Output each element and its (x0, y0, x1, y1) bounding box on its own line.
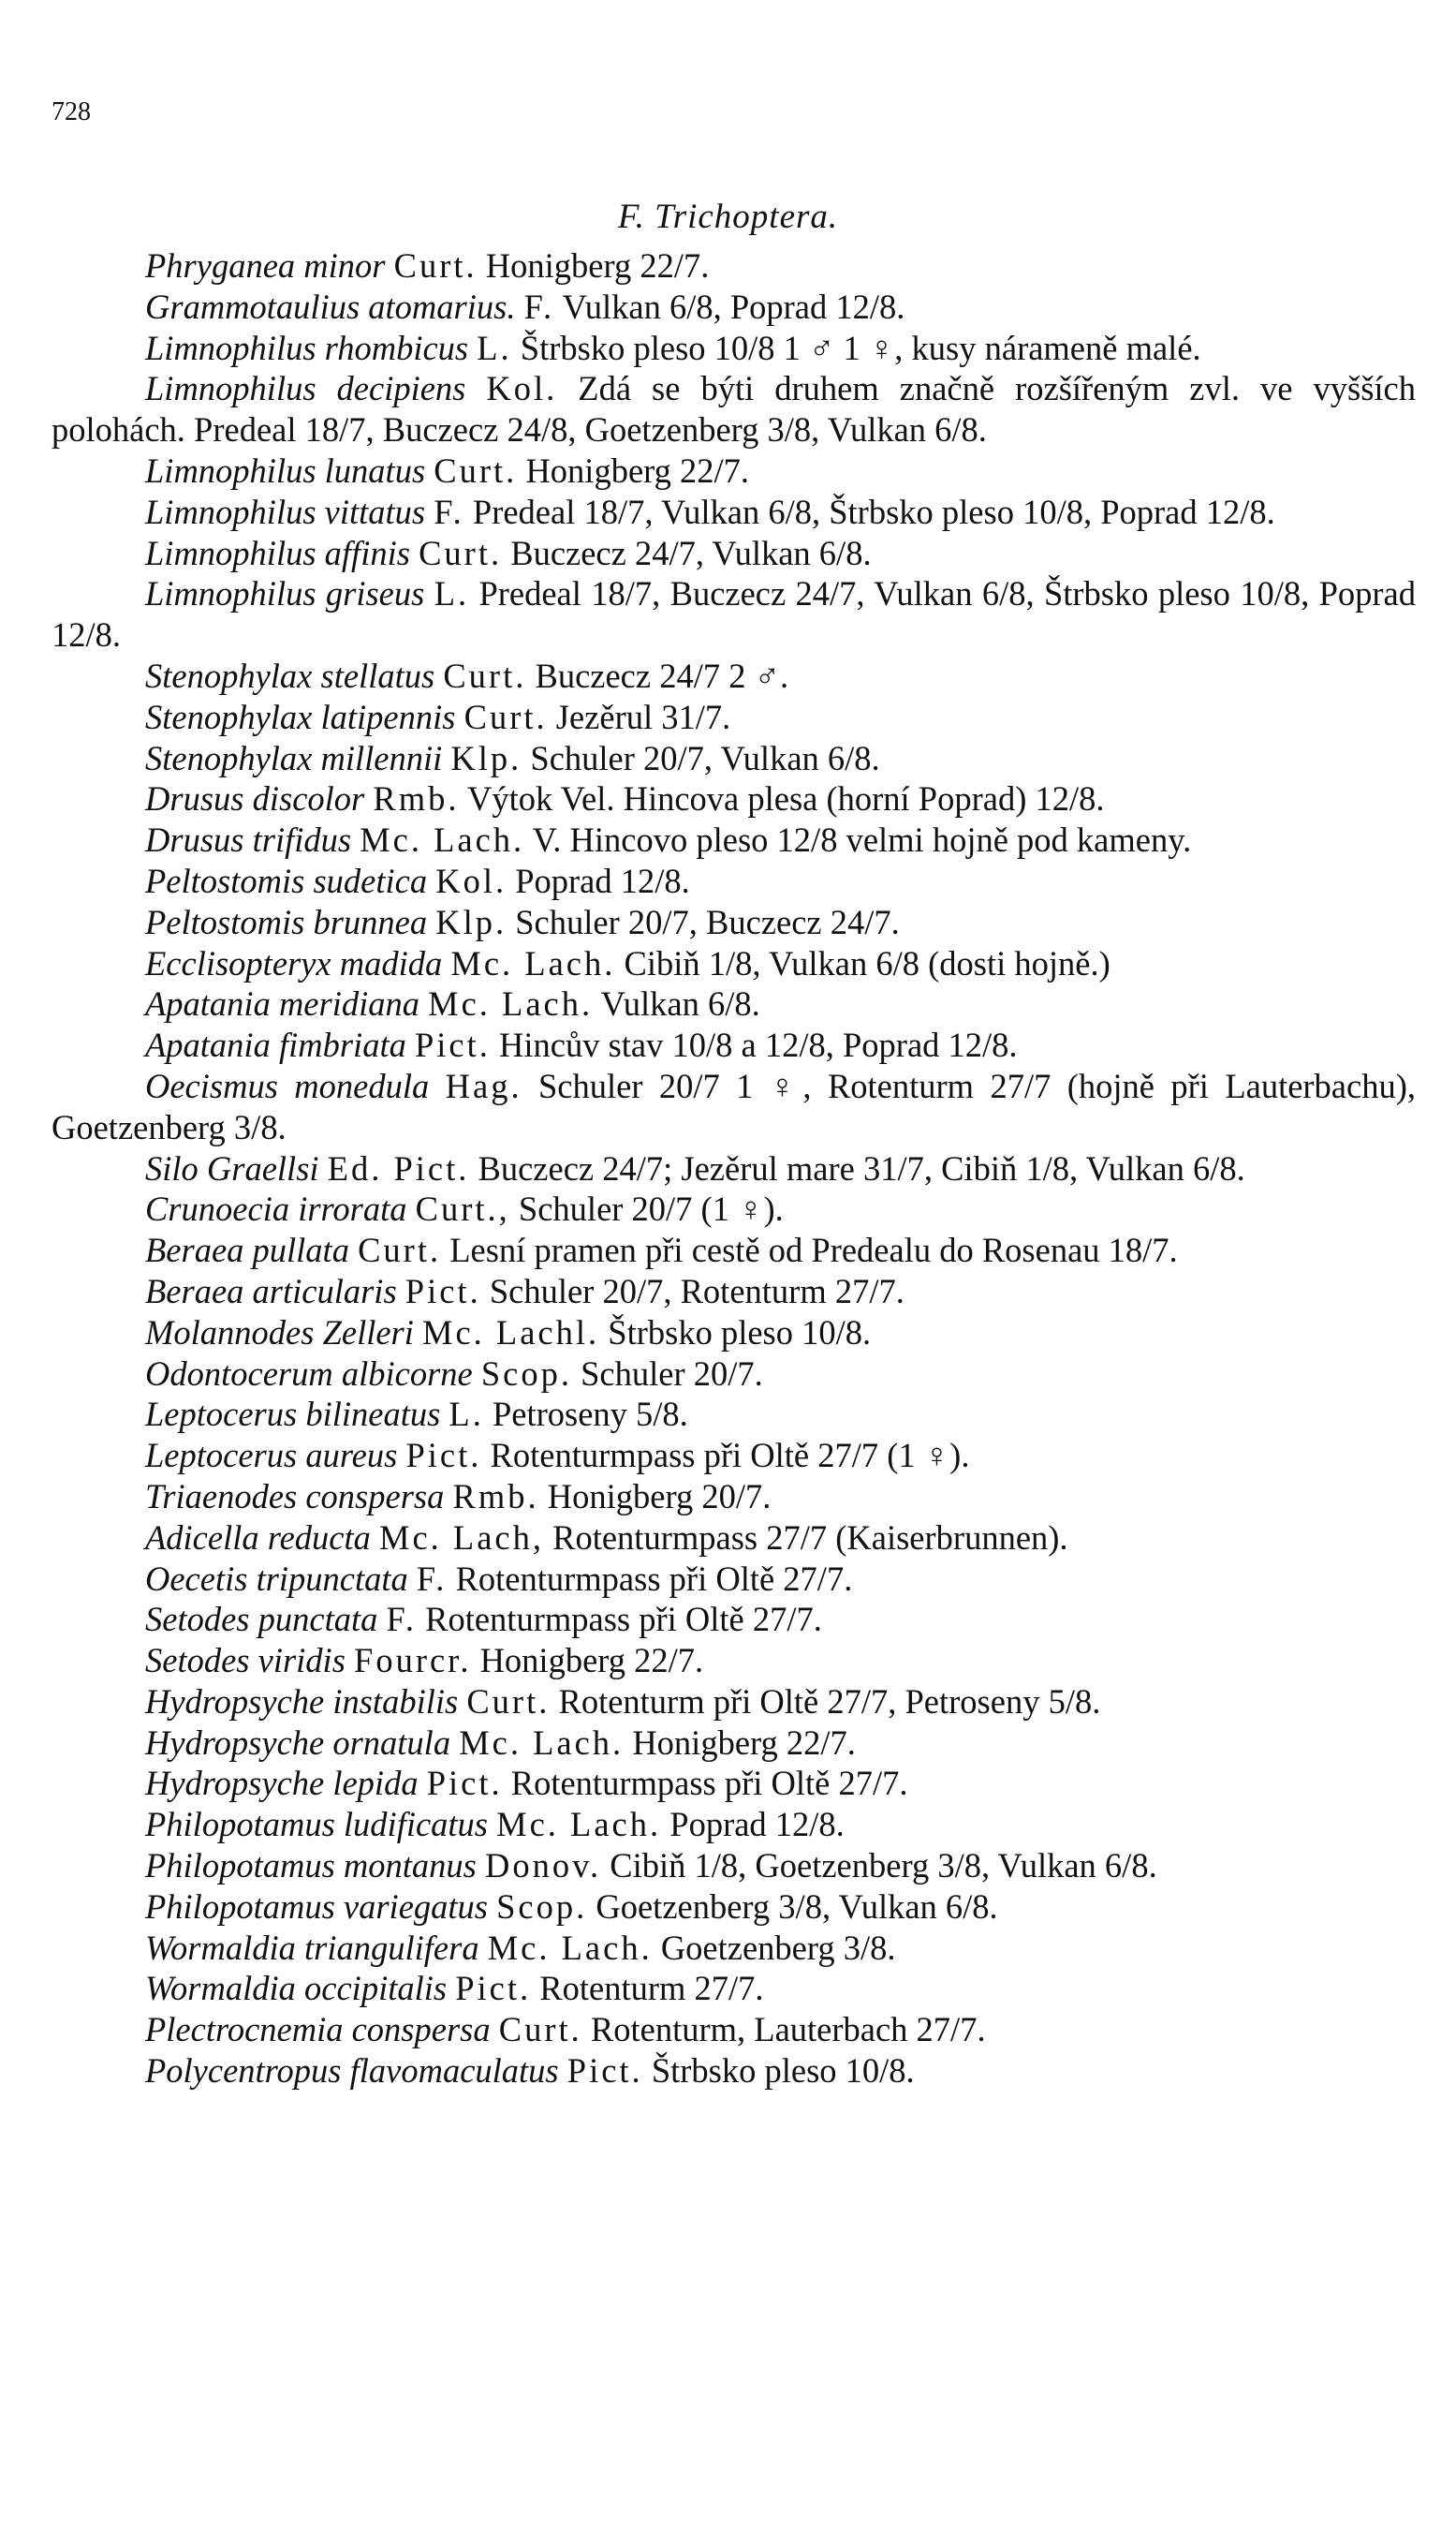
species-localities: Rotenturmpass při Oltě 27/7. (425, 1600, 822, 1639)
species-name: Plectrocnemia conspersa (145, 2010, 491, 2049)
species-name: Leptocerus bilineatus (145, 1395, 441, 1434)
species-localities: Štrbsko pleso 10/8 1 ♂ 1 ♀, kusy nárameně malé. (520, 328, 1201, 367)
species-author: Pict. (405, 1436, 482, 1475)
species-author: Curt. (463, 697, 548, 736)
species-name: Ecclisopteryx madida (145, 943, 443, 983)
species-localities: Schuler 20/7, Buczecz 24/7. (515, 902, 900, 941)
species-author: Mc. Lach, (379, 1517, 544, 1557)
species-entry (51, 943, 1416, 984)
species-author: Mc. Lach. (360, 821, 525, 860)
species-name: Limnophilus vittatus (145, 492, 426, 531)
species-name: Molannodes Zelleri (145, 1312, 414, 1352)
species-author: Mc. Lach. (450, 943, 616, 983)
species-author: Ed. Pict. (327, 1148, 470, 1188)
species-entry (51, 1928, 1416, 1969)
species-entry (51, 1476, 1416, 1517)
species-entry (51, 1025, 1416, 1066)
species-author: Scop. (496, 1886, 588, 1926)
species-localities: Goetzenberg 3/8. (660, 1928, 896, 1967)
species-entry (51, 1353, 1416, 1395)
species-author: Kol. (486, 369, 558, 408)
species-entry (51, 1517, 1416, 1559)
species-author: Curt. (434, 451, 518, 490)
species-entry (51, 1148, 1416, 1190)
species-author: Pict. (404, 1271, 481, 1310)
species-localities: Zdá se býti druhem značně rozšířeným zvl. ve vyšších polohách. Predeal 18/7, Buczecz 24/8, Goetzenberg 3/8, Vulkan 6/8. (51, 369, 1417, 450)
species-entry (51, 245, 1416, 287)
species-localities: Poprad 12/8. (515, 861, 690, 900)
species-localities: Vulkan 6/8. (600, 984, 760, 1024)
species-name: Peltostomis brunnea (145, 902, 428, 941)
species-name: Setodes viridis (145, 1641, 346, 1680)
species-name: Oecismus monedula (145, 1066, 430, 1105)
species-entry (51, 1230, 1416, 1271)
species-name: Philopotamus ludificatus (145, 1805, 489, 1844)
species-author: F. (416, 1559, 448, 1598)
species-name: Phryganea minor (145, 246, 386, 285)
species-localities: Buczecz 24/7 2 ♂. (535, 656, 789, 695)
species-author: Hag. (445, 1066, 522, 1105)
species-entry (51, 1681, 1416, 1722)
species-localities: Buczecz 24/7; Jezěrul mare 31/7, Cibiň 1/8, Vulkan 6/8. (478, 1148, 1245, 1188)
species-localities: V. Hincovo pleso 12/8 velmi hojně pod kameny. (532, 821, 1192, 860)
species-localities: Honigberg 22/7. (479, 1641, 704, 1680)
species-localities: Výtok Vel. Hincova plesa (horní Poprad) 12/8. (466, 779, 1105, 819)
species-localities: Štrbsko pleso 10/8. (651, 2051, 915, 2091)
species-localities: Honigberg 22/7. (525, 451, 750, 490)
species-author: Pict. (455, 1969, 532, 2008)
species-localities: Rotenturmpass při Oltě 27/7. (510, 1764, 908, 1803)
species-author: Pict. (426, 1764, 503, 1803)
section-title: F. Trichoptera. (617, 198, 839, 236)
species-localities: Rotenturmpass při Oltě 27/7. (455, 1559, 853, 1598)
species-author: Mc. Lach. (487, 1928, 653, 1967)
species-entry (51, 1394, 1416, 1435)
species-entry (51, 287, 1416, 328)
species-name: Silo Graellsi (145, 1148, 319, 1188)
species-author: Scop. (480, 1353, 572, 1393)
species-name: Limnophilus decipiens (145, 369, 466, 408)
species-entry (51, 1804, 1416, 1845)
species-entry (51, 1599, 1416, 1640)
species-author: F. (434, 492, 464, 531)
species-author: F. (386, 1600, 417, 1639)
species-name: Apatania fimbriata (145, 1026, 406, 1065)
species-localities: Rotenturm při Oltě 27/7, Petroseny 5/8. (558, 1681, 1101, 1721)
species-author: Curt., (415, 1190, 510, 1229)
species-author: Pict. (414, 1026, 491, 1065)
species-entry (51, 1886, 1416, 1928)
species-entry (51, 861, 1416, 902)
species-name: Drusus trifidus (145, 821, 352, 860)
species-entry (51, 368, 1416, 451)
species-name: Stenophylax stellatus (145, 656, 435, 695)
species-name: Adicella reducta (145, 1517, 371, 1557)
species-author: Kol. (435, 861, 507, 900)
species-entry (51, 2009, 1416, 2050)
species-localities: Cibiň 1/8, Vulkan 6/8 (dosti hojně.) (624, 943, 1110, 983)
species-entry (51, 1435, 1416, 1476)
species-author: L. (449, 1395, 484, 1434)
species-entry (51, 1189, 1416, 1230)
species-name: Limnophilus affinis (145, 533, 410, 572)
species-author: Curt. (358, 1231, 442, 1270)
species-localities: Buczecz 24/7, Vulkan 6/8. (510, 533, 872, 572)
species-author: F. (523, 287, 555, 326)
species-entry (51, 820, 1416, 861)
species-localities: Rotenturm, Lauterbach 27/7. (590, 2010, 986, 2049)
species-name: Setodes punctata (145, 1600, 378, 1639)
species-localities: Hincův stav 10/8 a 12/8, Poprad 12/8. (499, 1026, 1018, 1065)
species-localities: Rotenturm 27/7. (539, 1969, 764, 2008)
species-name: Philopotamus variegatus (145, 1886, 488, 1926)
species-name: Hydropsyche instabilis (145, 1681, 459, 1721)
species-author: Donov. (485, 1846, 602, 1885)
species-author: Mc. Lach. (428, 984, 594, 1024)
species-entry (51, 656, 1416, 697)
species-entry (51, 1968, 1416, 2009)
species-localities: Honigberg 22/7. (485, 246, 710, 285)
species-localities: Honigberg 20/7. (547, 1476, 772, 1515)
species-author: Rmb. (373, 779, 460, 819)
species-author: Klp. (450, 738, 522, 777)
species-entry (51, 1066, 1416, 1148)
species-name: Drusus discolor (145, 779, 365, 819)
species-entry (51, 1271, 1416, 1312)
species-localities: Petroseny 5/8. (492, 1395, 688, 1434)
species-entry (51, 1763, 1416, 1804)
species-name: Oecetis tripunctata (145, 1559, 408, 1598)
species-author: L. (434, 574, 470, 614)
species-author: Curt. (498, 2010, 582, 2049)
species-name: Hydropsyche lepida (145, 1764, 419, 1803)
species-entry (51, 573, 1416, 656)
species-entry (51, 1845, 1416, 1886)
species-name: Philopotamus montanus (145, 1846, 477, 1885)
species-name: Odontocerum albicorne (145, 1353, 473, 1393)
species-name: Grammotaulius atomarius. (145, 287, 516, 326)
species-name: Peltostomis sudetica (145, 861, 428, 900)
species-author: Curt. (393, 246, 478, 285)
species-entry (51, 738, 1416, 779)
species-name: Beraea articularis (145, 1271, 397, 1310)
species-list (51, 245, 1416, 2092)
species-author: Mc. Lach. (459, 1722, 625, 1762)
species-name: Wormaldia occipitalis (145, 1969, 448, 2008)
species-localities: Cibiň 1/8, Goetzenberg 3/8, Vulkan 6/8. (610, 1846, 1157, 1885)
species-localities: Rotenturmpass při Oltě 27/7 (1 ♀). (490, 1436, 970, 1475)
species-author: Mc. Lachl. (422, 1312, 600, 1352)
species-author: Curt. (443, 656, 527, 695)
species-name: Apatania meridiana (145, 984, 419, 1024)
species-name: Triaenodes conspersa (145, 1476, 445, 1515)
species-entry (51, 492, 1416, 533)
species-entry (51, 902, 1416, 943)
species-localities: Predeal 18/7, Buczecz 24/7, Vulkan 6/8, Štrbsko pleso 10/8, Poprad 12/8. (51, 574, 1416, 655)
species-author: Pict. (566, 2051, 643, 2091)
species-entry (51, 1312, 1416, 1353)
species-name: Hydropsyche ornatula (145, 1722, 451, 1762)
species-entry (51, 1722, 1416, 1764)
species-localities: Goetzenberg 3/8, Vulkan 6/8. (596, 1886, 998, 1926)
species-localities: Jezěrul 31/7. (555, 697, 731, 736)
species-entry (51, 2050, 1416, 2092)
species-localities: Štrbsko pleso 10/8. (608, 1312, 872, 1352)
species-localities: Schuler 20/7. (581, 1353, 763, 1393)
species-entry (51, 1559, 1416, 1600)
species-entry (51, 328, 1416, 369)
species-localities: Rotenturmpass 27/7 (Kaiserbrunnen). (552, 1517, 1068, 1557)
species-entry (51, 533, 1416, 574)
species-name: Beraea pullata (145, 1231, 349, 1270)
species-author: Mc. Lach. (496, 1805, 662, 1844)
species-name: Polycentropus flavomaculatus (145, 2051, 559, 2091)
species-localities: Honigberg 22/7. (632, 1722, 856, 1762)
species-name: Stenophylax millennii (145, 738, 443, 777)
species-localities: Schuler 20/7 (1 ♀). (518, 1190, 784, 1229)
species-name: Leptocerus aureus (145, 1436, 398, 1475)
species-localities: Schuler 20/7, Vulkan 6/8. (530, 738, 880, 777)
species-entry (51, 983, 1416, 1025)
species-entry (51, 697, 1416, 738)
species-localities: Schuler 20/7 1 ♀, Rotenturm 27/7 (hojně při Lauterbachu), Goetzenberg 3/8. (51, 1066, 1416, 1146)
species-author: Klp. (435, 902, 507, 941)
species-entry (51, 778, 1416, 820)
species-author: Curt. (466, 1681, 551, 1721)
species-author: Fourcr. (354, 1641, 472, 1680)
species-localities: Lesní pramen při cestě od Predealu do Rosenau 18/7. (449, 1231, 1178, 1270)
species-name: Limnophilus lunatus (145, 451, 426, 490)
species-name: Crunoecia irrorata (145, 1190, 407, 1229)
species-name: Limnophilus griseus (145, 574, 425, 614)
species-name: Stenophylax latipennis (145, 697, 456, 736)
species-author: Rmb. (452, 1476, 539, 1515)
species-localities: Poprad 12/8. (669, 1805, 845, 1844)
species-entry (51, 451, 1416, 492)
species-author: L. (477, 328, 512, 367)
species-name: Limnophilus rhombicus (145, 328, 469, 367)
species-entry (51, 1640, 1416, 1681)
species-localities: Vulkan 6/8, Poprad 12/8. (562, 287, 905, 326)
species-localities: Predeal 18/7, Vulkan 6/8, Štrbsko pleso 10/8, Poprad 12/8. (472, 492, 1275, 531)
species-author: Curt. (419, 533, 503, 572)
page-number: 728 (51, 97, 91, 126)
species-name: Wormaldia triangulifera (145, 1928, 479, 1967)
species-localities: Schuler 20/7, Rotenturm 27/7. (489, 1271, 904, 1310)
